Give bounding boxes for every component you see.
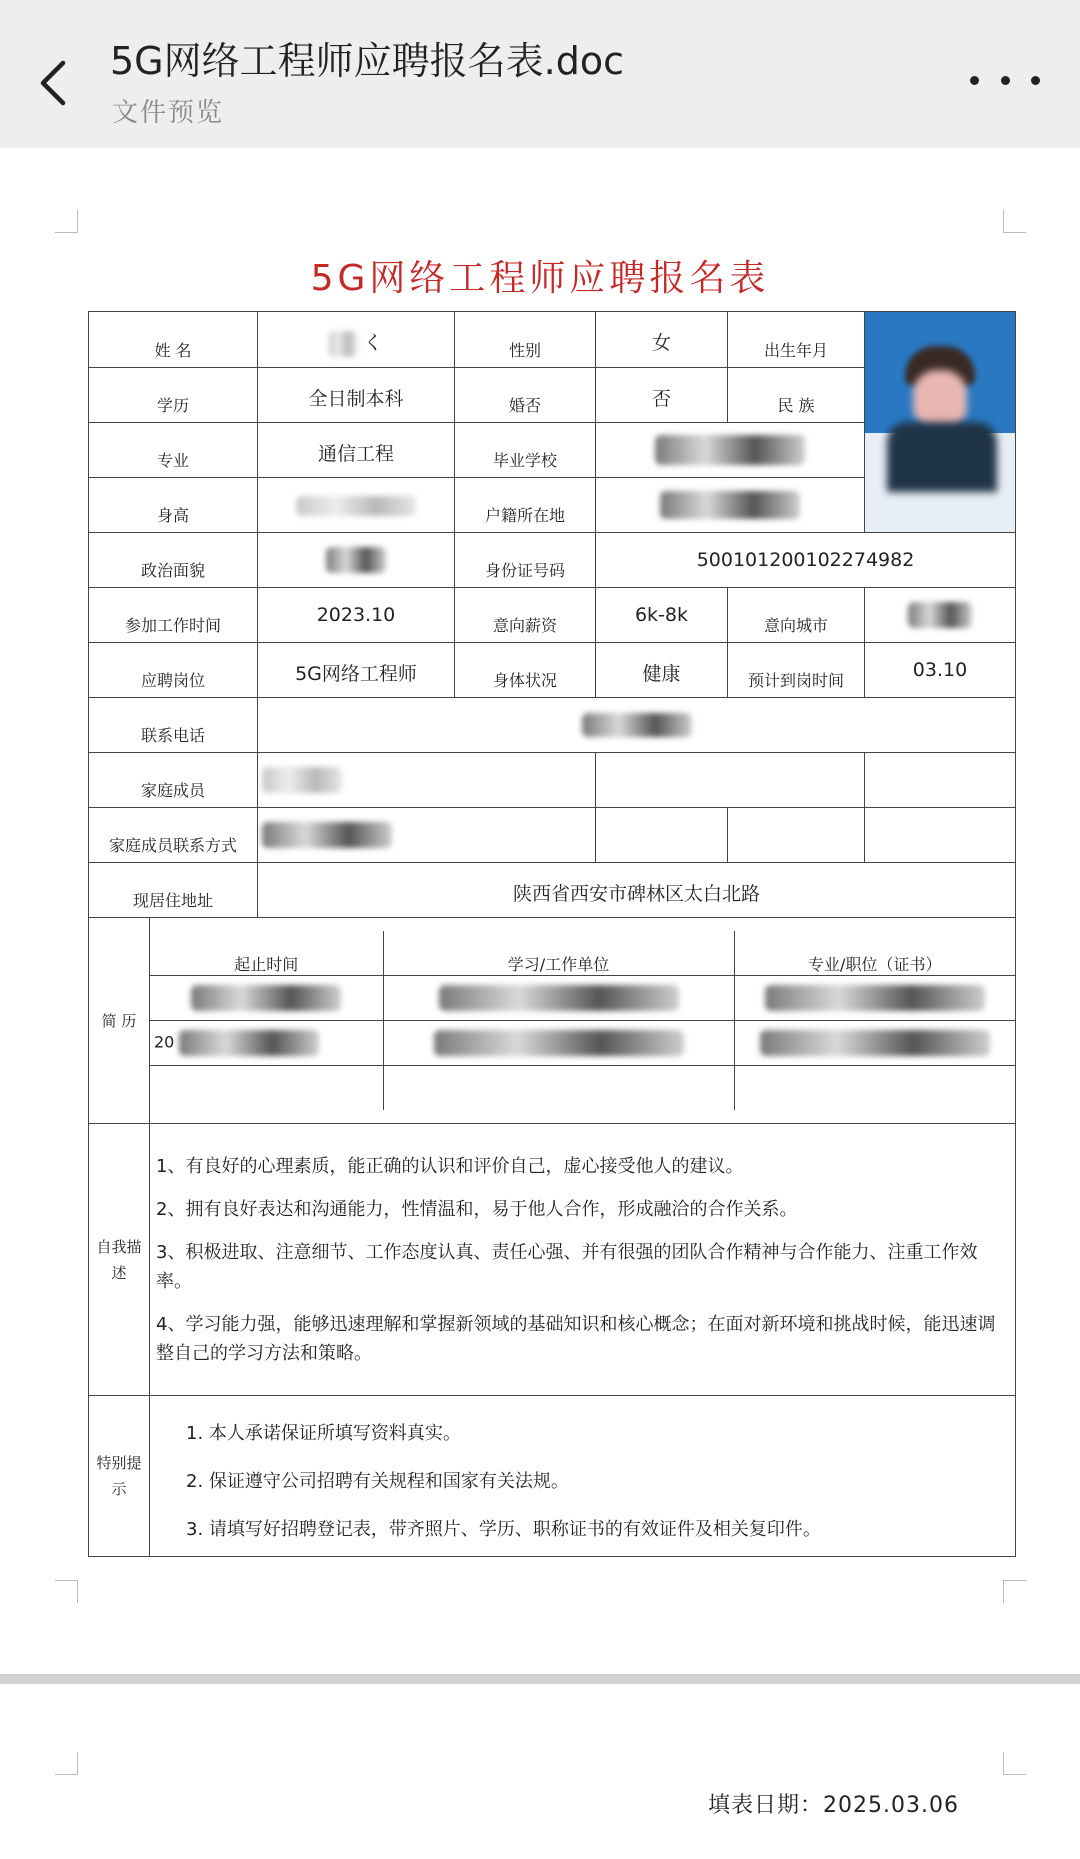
- label-arrival: 预计到岗时间: [728, 643, 865, 698]
- label-phone: 联系电话: [89, 698, 258, 753]
- value-id-number: 500101200102274982: [596, 533, 1016, 588]
- resume-cell: [734, 1021, 1015, 1066]
- value-marital: 否: [596, 368, 728, 423]
- self-description-item: 2、拥有良好表达和沟通能力，性情温和，易于他人合作，形成融洽的合作关系。: [156, 1198, 798, 1220]
- more-horizontal-icon: [1001, 76, 1010, 85]
- label-major: 专业: [89, 423, 258, 478]
- value-height: [258, 478, 455, 533]
- label-self-description: 自我描述: [89, 1124, 150, 1396]
- page-corner-mark: [1003, 1752, 1026, 1775]
- page-corner-mark: [55, 1752, 78, 1775]
- resume-cell: [150, 1066, 383, 1111]
- resume-cell: 20: [150, 1021, 383, 1066]
- self-description: [150, 1124, 1016, 1396]
- resume-cell: [383, 1066, 734, 1111]
- value-name: く: [258, 312, 455, 368]
- label-school: 毕业学校: [455, 423, 596, 478]
- label-expected-city: 意向城市: [728, 588, 865, 643]
- notice-item: 1. 本人承诺保证所填写资料真实。: [186, 1423, 461, 1444]
- value-address: 陕西省西安市碑林区太白北路: [258, 863, 1016, 918]
- resume-cell: [150, 976, 383, 1021]
- self-description-item: 3、积极进取、注意细节、工作态度认真、责任心强、并有很强的团队合作精神与合作能力、注重工作效率。: [156, 1241, 978, 1292]
- more-horizontal-icon: [970, 76, 979, 85]
- label-gender: 性别: [455, 312, 596, 368]
- value-hukou: [596, 478, 865, 533]
- label-position: 应聘岗位: [89, 643, 258, 698]
- value-arrival: 03.10: [865, 643, 1016, 698]
- page-corner-mark: [1003, 210, 1026, 233]
- resume-cell: [383, 976, 734, 1021]
- label-education: 学历: [89, 368, 258, 423]
- page-divider: [0, 1674, 1080, 1684]
- value-phone: [258, 698, 1016, 753]
- top-bar: [0, 0, 1080, 148]
- label-name: 姓 名: [89, 312, 258, 368]
- value-work-start: 2023.10: [258, 588, 455, 643]
- label-family: 家庭成员: [89, 753, 258, 808]
- value-position: 5G网络工程师: [258, 643, 455, 698]
- form-title: 5G网络工程师应聘报名表: [310, 258, 770, 299]
- self-description-item: 4、学习能力强，能够迅速理解和掌握新领域的基础知识和核心概念；在面对新环境和挑战时候，能迅速调整自己的学习方法和策略。: [156, 1313, 996, 1364]
- resume-header-organization: 学习/工作单位: [383, 931, 734, 976]
- resume-header-period: 起止时间: [150, 931, 383, 976]
- value-health: 健康: [596, 643, 728, 698]
- resume-cell: [383, 1021, 734, 1066]
- page-corner-mark: [55, 210, 78, 233]
- fill-date: 填表日期：2025.03.06: [708, 1793, 959, 1818]
- value-expected-salary: 6k-8k: [596, 588, 728, 643]
- value-family-contact-3: [728, 808, 865, 863]
- resume-cell: [734, 976, 1015, 1021]
- value-family-3: [865, 753, 1016, 808]
- label-notice: 特别提示: [89, 1396, 150, 1557]
- value-family-1: [258, 753, 596, 808]
- document-page: [0, 148, 1080, 1678]
- notice-item: 3. 请填写好招聘登记表，带齐照片、学历、职称证书的有效证件及相关复印件。: [186, 1519, 821, 1540]
- page-corner-mark: [1003, 1580, 1026, 1603]
- label-expected-salary: 意向薪资: [455, 588, 596, 643]
- value-family-contact-1: [258, 808, 596, 863]
- more-horizontal-icon: [1031, 76, 1040, 85]
- value-expected-city: [865, 588, 1016, 643]
- label-ethnicity: 民 族: [728, 368, 865, 423]
- document-subtitle: 文件预览: [112, 98, 225, 128]
- label-birth: 出生年月: [728, 312, 865, 368]
- label-health: 身体状况: [455, 643, 596, 698]
- document-page-2: [0, 1684, 1080, 1859]
- application-form-table: [88, 311, 1016, 1557]
- resume-section: [150, 918, 1016, 1124]
- self-description-item: 1、有良好的心理素质，能正确的认识和评价自己，虚心接受他人的建议。: [156, 1155, 744, 1177]
- label-marital: 婚否: [455, 368, 596, 423]
- resume-table: [150, 931, 1015, 1110]
- page-corner-mark: [55, 1580, 78, 1603]
- chevron-left-icon: [37, 59, 67, 107]
- label-height: 身高: [89, 478, 258, 533]
- notice-item: 2. 保证遵守公司招聘有关规程和国家有关法规。: [186, 1471, 569, 1492]
- label-resume: 简 历: [89, 918, 150, 1124]
- value-family-contact-2: [596, 808, 728, 863]
- label-political: 政治面貌: [89, 533, 258, 588]
- label-family-contact: 家庭成员联系方式: [89, 808, 258, 863]
- special-notice: [150, 1396, 1016, 1557]
- document-title: 5G网络工程师应聘报名表.doc: [110, 39, 624, 83]
- value-family-contact-4: [865, 808, 1016, 863]
- value-political: [258, 533, 455, 588]
- value-school: [596, 423, 865, 478]
- label-work-start: 参加工作时间: [89, 588, 258, 643]
- resume-header-position: 专业/职位（证书）: [734, 931, 1015, 976]
- applicant-photo: [865, 312, 1015, 532]
- value-gender: 女: [596, 312, 728, 368]
- back-button[interactable]: [28, 50, 76, 116]
- more-options-button[interactable]: [970, 60, 1040, 100]
- label-hukou: 户籍所在地: [455, 478, 596, 533]
- label-address: 现居住地址: [89, 863, 258, 918]
- value-family-2: [596, 753, 865, 808]
- value-major: 通信工程: [258, 423, 455, 478]
- resume-cell: [734, 1066, 1015, 1111]
- label-id-number: 身份证号码: [455, 533, 596, 588]
- value-education: 全日制本科: [258, 368, 455, 423]
- photo-cell: [865, 312, 1016, 533]
